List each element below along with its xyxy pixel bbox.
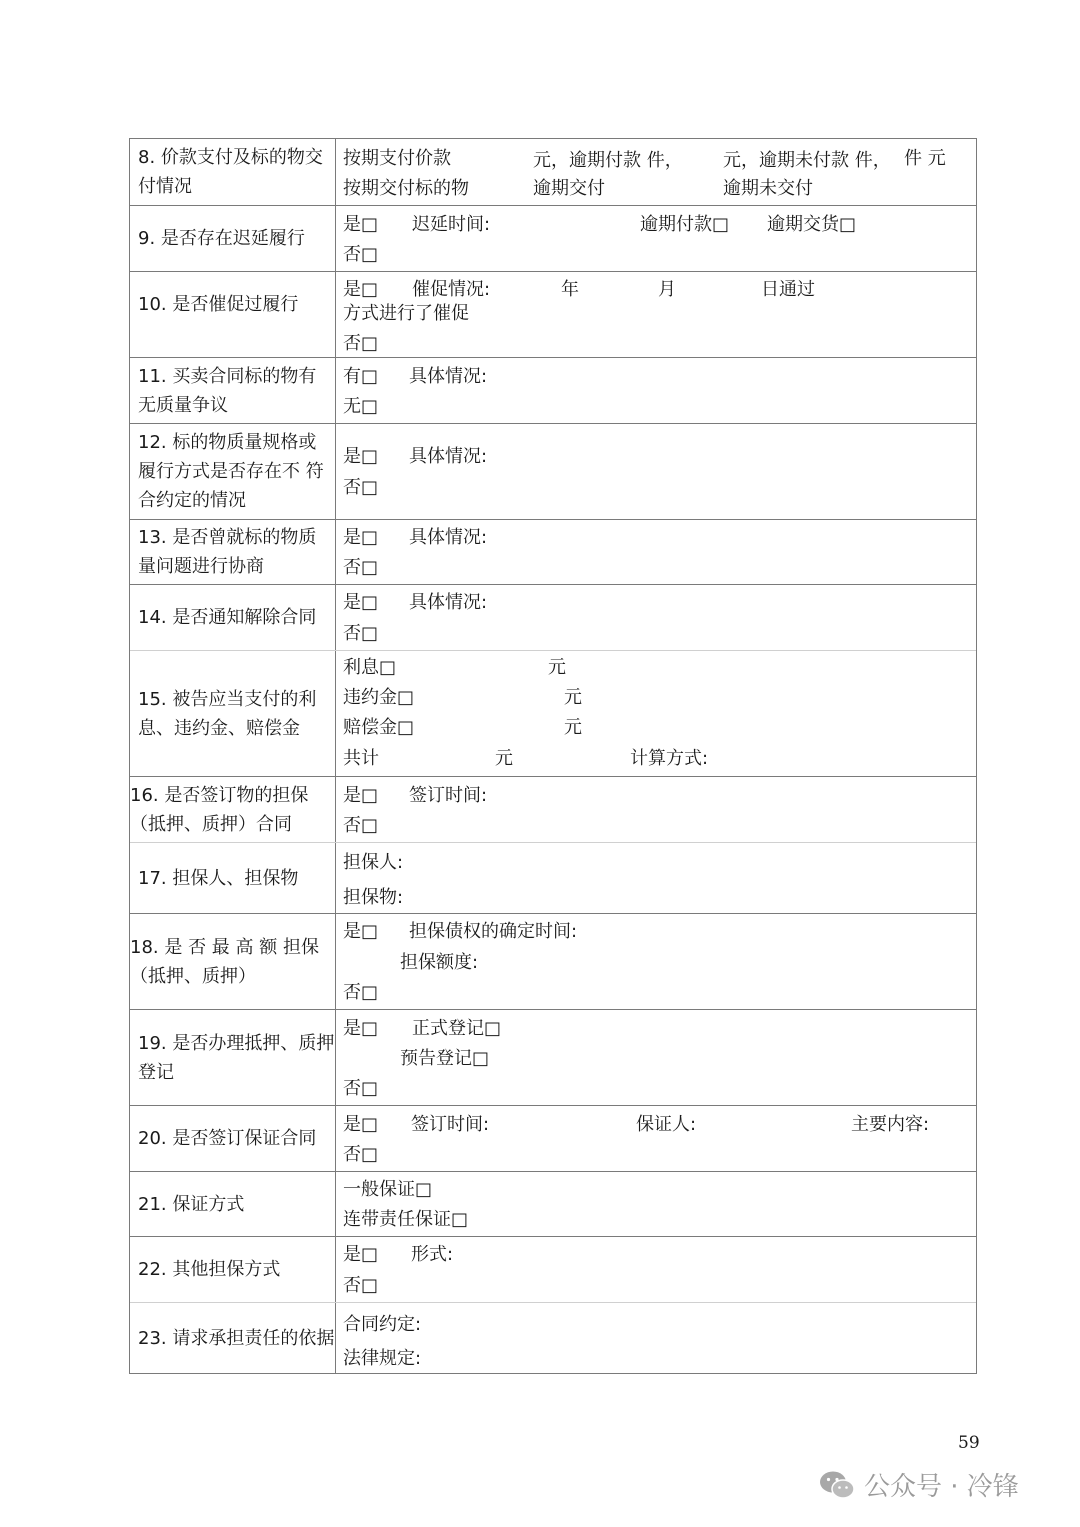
row-label [130,1010,336,1105]
row-content [336,1303,976,1373]
field-text: 迟延时间: [412,214,491,235]
row-label [130,1237,336,1302]
field-text: 担保人: [343,852,404,873]
field-text: 元 [564,717,582,738]
checkbox-yes[interactable]: 是□ [343,785,379,806]
checkbox-option[interactable]: 一般保证□ [343,1179,433,1200]
checkbox-no[interactable]: 否□ [343,477,379,498]
row-content [336,1237,976,1302]
row-label [130,1172,336,1236]
row-label [130,843,336,913]
row-content [336,520,976,584]
checkbox-option[interactable]: 正式登记□ [412,1018,502,1039]
field-text: 按期支付价款 [343,148,451,169]
field-text: 年 [561,279,579,300]
table-row [130,1106,976,1172]
checkbox-option[interactable]: 利息□ [343,657,397,678]
field-text: 担保物: [343,887,404,908]
field-text: 法律规定: [343,1348,422,1369]
row-content [336,1010,976,1105]
table-row [130,520,976,585]
checkbox-no[interactable]: 否□ [343,244,379,265]
checkbox-yes[interactable]: 是□ [343,1114,379,1135]
checkbox-no[interactable]: 否□ [343,333,379,354]
field-text: 元 [548,657,566,678]
row-content [336,777,976,842]
row-content [336,424,976,519]
row-label [130,358,336,423]
field-text: 催促情况: [412,279,491,300]
checkbox-no[interactable]: 否□ [343,1275,379,1296]
field-text: 件 元 [904,148,946,169]
row-label-text: 13. 是否曾就标的物质 量问题进行协商 [138,527,317,577]
page-number: 59 [958,1433,980,1453]
checkbox-yes[interactable]: 是□ [343,527,379,548]
form-table [129,138,977,1374]
field-text: 元，逾期未付款 件， [723,150,891,171]
table-row [130,206,976,272]
row-label-text: 8. 价款支付及标的物交付情况 [138,147,323,197]
table-row [130,1010,976,1106]
row-label-text: 12. 标的物质量规格或 履行方式是否存在不 符合约定的情况 [138,432,324,511]
field-text: 逾期未交付 [723,178,813,199]
row-content [336,585,976,650]
table-row [130,424,976,520]
row-content [336,358,976,423]
checkbox-option[interactable]: 连带责任保证□ [343,1209,469,1230]
checkbox-no[interactable]: 否□ [343,1144,379,1165]
table-row [130,1237,976,1303]
row-content [336,1106,976,1171]
checkbox-option[interactable]: 预告登记□ [400,1048,490,1069]
field-text: 具体情况: [409,366,488,387]
checkbox-no[interactable]: 否□ [343,982,379,1003]
row-label-text: 21. 保证方式 [138,1193,245,1215]
checkbox-option[interactable]: 赔偿金□ [343,717,415,738]
watermark-text: 公众号 · 冷锋 [864,1472,1019,1502]
table-row [130,272,976,358]
row-label-text: 17. 担保人、担保物 [138,867,299,889]
field-text: 主要内容: [851,1114,930,1135]
field-text: 合同约定: [343,1314,422,1335]
field-text: 元，逾期付款 件， [533,150,683,171]
field-text: 具体情况: [409,527,488,548]
field-text: 日通过 [761,279,815,300]
wechat-icon [818,1469,856,1501]
row-label [130,139,336,205]
checkbox-option[interactable]: 逾期付款□ [640,214,730,235]
row-label-text: 11. 买卖合同标的物有 无质量争议 [138,365,317,416]
row-label-text: 16. 是否签订物的担保 （抵押、质押）合同 [130,784,309,835]
field-text: 具体情况: [409,446,488,467]
table-row [130,1303,976,1373]
checkbox-yes[interactable]: 是□ [343,592,379,613]
row-label [130,585,336,650]
row-label-text: 22. 其他担保方式 [138,1259,281,1280]
checkbox-option[interactable]: 违约金□ [343,687,415,708]
checkbox-option[interactable]: 逾期交货□ [767,214,857,235]
row-label [130,1106,336,1171]
table-row [130,914,976,1010]
checkbox-yes[interactable]: 是□ [343,1244,379,1265]
row-content [336,206,976,271]
table-row [130,585,976,651]
row-content [336,651,976,776]
row-content [336,843,976,913]
checkbox-yes[interactable]: 有□ [343,366,379,387]
field-text: 月 [658,279,676,300]
field-text: 担保债权的确定时间: [409,921,578,942]
checkbox-no[interactable]: 否□ [343,557,379,578]
row-content [336,914,976,1009]
field-text: 计算方式: [630,748,709,769]
checkbox-yes[interactable]: 是□ [343,446,379,467]
row-label-text: 18. 是 否 最 高 额 担保 （抵押、质押） [130,936,319,987]
field-text: 保证人: [636,1114,697,1135]
checkbox-no[interactable]: 否□ [343,1078,379,1099]
field-text: 担保额度: [400,952,479,973]
checkbox-no[interactable]: 否□ [343,623,379,644]
row-label [130,777,336,842]
row-content [336,272,976,357]
field-text: 方式进行了催促 [343,303,469,324]
watermark [818,1466,1019,1503]
table-row [130,139,976,206]
table-row [130,1172,976,1237]
row-label-text: 19. 是否办理抵押、质押登记 [138,1032,335,1083]
field-text: 形式: [411,1244,454,1265]
row-label [130,206,336,271]
field-text: 逾期交付 [533,178,605,199]
checkbox-no[interactable]: 无□ [343,396,379,417]
row-label-text: 15. 被告应当支付的利 息、违约金、赔偿金 [138,688,317,739]
field-text: 共计 [343,748,379,769]
checkbox-yes[interactable]: 是□ [343,214,379,235]
row-content [336,139,976,205]
checkbox-no[interactable]: 否□ [343,815,379,836]
row-label-text: 20. 是否签订保证合同 [138,1128,317,1149]
table-row [130,843,976,914]
row-label-text: 10. 是否催促过履行 [138,294,299,315]
row-content [336,1172,976,1236]
row-label-text: 9. 是否存在迟延履行 [138,228,305,249]
row-label [130,272,336,357]
row-label [130,651,336,776]
row-label [130,424,336,519]
field-text: 元 [495,748,513,769]
row-label [130,520,336,584]
field-text: 具体情况: [409,592,488,613]
row-label-text: 23. 请求承担责任的依据 [138,1327,335,1349]
field-text: 签订时间: [409,785,488,806]
row-label-text: 14. 是否通知解除合同 [138,607,317,628]
table-row [130,358,976,424]
field-text: 元 [564,687,582,708]
checkbox-yes[interactable]: 是□ [343,921,379,942]
table-row [130,777,976,843]
checkbox-yes[interactable]: 是□ [343,279,379,300]
field-text: 签订时间: [411,1114,490,1135]
row-label [130,1303,336,1373]
table-row [130,651,976,777]
field-text: 按期交付标的物 [343,178,469,199]
checkbox-yes[interactable]: 是□ [343,1018,379,1039]
row-label [130,914,336,1009]
